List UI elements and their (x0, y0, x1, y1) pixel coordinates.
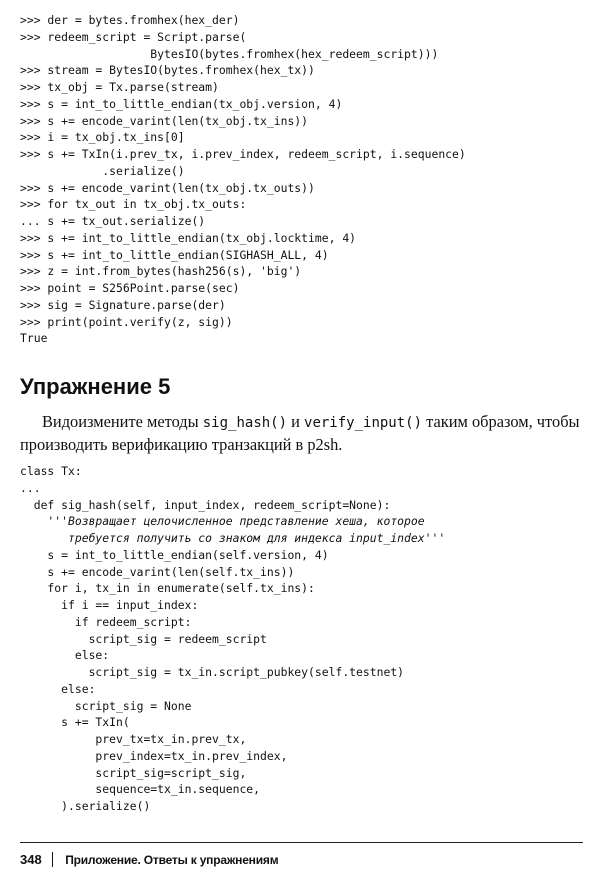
page-footer (20, 852, 278, 867)
code-line: >>> s += TxIn(i.prev_tx, i.prev_index, redeem_script, i.sequence) (20, 147, 466, 161)
exercise-text-part: таким образом, чтобы производить верификацию транзакций в p2sh. (20, 412, 580, 454)
code-line: if redeem_script: (20, 614, 192, 629)
exercise-heading: Упражнение 5 (20, 374, 171, 399)
page-number: 348 (20, 852, 42, 867)
code-docstring-line: требуется получить со знаком для индекса input_index''' (20, 531, 446, 545)
code-line: >>> s += encode_varint(len(tx_obj.tx_outs)) (20, 180, 315, 195)
code-line: prev_tx=tx_in.prev_tx, (20, 732, 247, 746)
exercise-text-part: Видоизмените методы (42, 412, 203, 431)
footer-divider (20, 842, 583, 843)
code-line: >>> stream = BytesIO(bytes.fromhex(hex_tx)) (20, 63, 315, 78)
code-line: ).serialize() (20, 799, 151, 813)
code-line: >>> z = int.from_bytes(hash256(s), 'big') (20, 264, 302, 279)
code-listing-top (20, 12, 466, 347)
code-output-line: True (20, 331, 48, 346)
code-line: >>> s = int_to_little_endian(tx_obj.version, 4) (20, 96, 343, 111)
code-line: s = int_to_little_endian(self.version, 4) (20, 547, 329, 562)
code-line: class Tx: (20, 464, 82, 478)
code-line: BytesIO(bytes.fromhex(hex_redeem_script))) (20, 46, 439, 61)
code-line: .serialize() (20, 163, 185, 178)
code-line: def sig_hash(self, input_index, redeem_script=None): (20, 497, 391, 512)
code-line: >>> for tx_out in tx_obj.tx_outs: (20, 197, 247, 212)
code-line: script_sig = tx_in.script_pubkey(self.testnet) (20, 665, 405, 679)
code-line: >>> s += int_to_little_endian(SIGHASH_ALL, 4) (20, 247, 329, 262)
code-line: script_sig=script_sig, (20, 765, 247, 780)
inline-code-sig-hash: sig_hash() (202, 415, 288, 431)
code-line: s += encode_varint(len(self.tx_ins)) (20, 564, 295, 579)
code-line: >>> tx_obj = Tx.parse(stream) (20, 80, 219, 94)
code-docstring-line: '''Возвращает целочисленное представление хеша, которое (20, 514, 425, 529)
footer-separator (52, 852, 54, 867)
code-line: >>> sig = Signature.parse(der) (20, 297, 226, 312)
code-line: s += TxIn( (20, 715, 130, 730)
code-line: >>> redeem_script = Script.parse( (20, 29, 247, 44)
code-line: >>> der = bytes.fromhex(hex_der) (20, 13, 240, 27)
exercise-text-part: и (287, 412, 305, 431)
code-line: >>> s += encode_varint(len(tx_obj.tx_ins)) (20, 113, 309, 128)
code-line: sequence=tx_in.sequence, (20, 782, 261, 797)
code-line: ... s += tx_out.serialize() (20, 214, 206, 228)
code-line: prev_index=tx_in.prev_index, (20, 748, 288, 763)
code-line: >>> print(point.verify(z, sig)) (20, 314, 233, 329)
code-line: script_sig = redeem_script (20, 631, 267, 646)
code-line: script_sig = None (20, 698, 192, 713)
code-line: if i == input_index: (20, 598, 199, 612)
code-line: ... (20, 480, 41, 495)
running-title: Приложение. Ответы к упражнениям (65, 853, 279, 867)
code-line: >>> i = tx_obj.tx_ins[0] (20, 130, 185, 145)
code-line: for i, tx_in in enumerate(self.tx_ins): (20, 581, 315, 596)
code-line: else: (20, 648, 110, 663)
code-line: else: (20, 681, 96, 696)
code-line: >>> point = S256Point.parse(sec) (20, 281, 240, 295)
code-line: >>> s += int_to_little_endian(tx_obj.locktime, 4) (20, 230, 357, 245)
exercise-text (20, 411, 586, 456)
code-listing-bottom (20, 463, 445, 815)
inline-code-verify-input: verify_input() (304, 415, 423, 431)
